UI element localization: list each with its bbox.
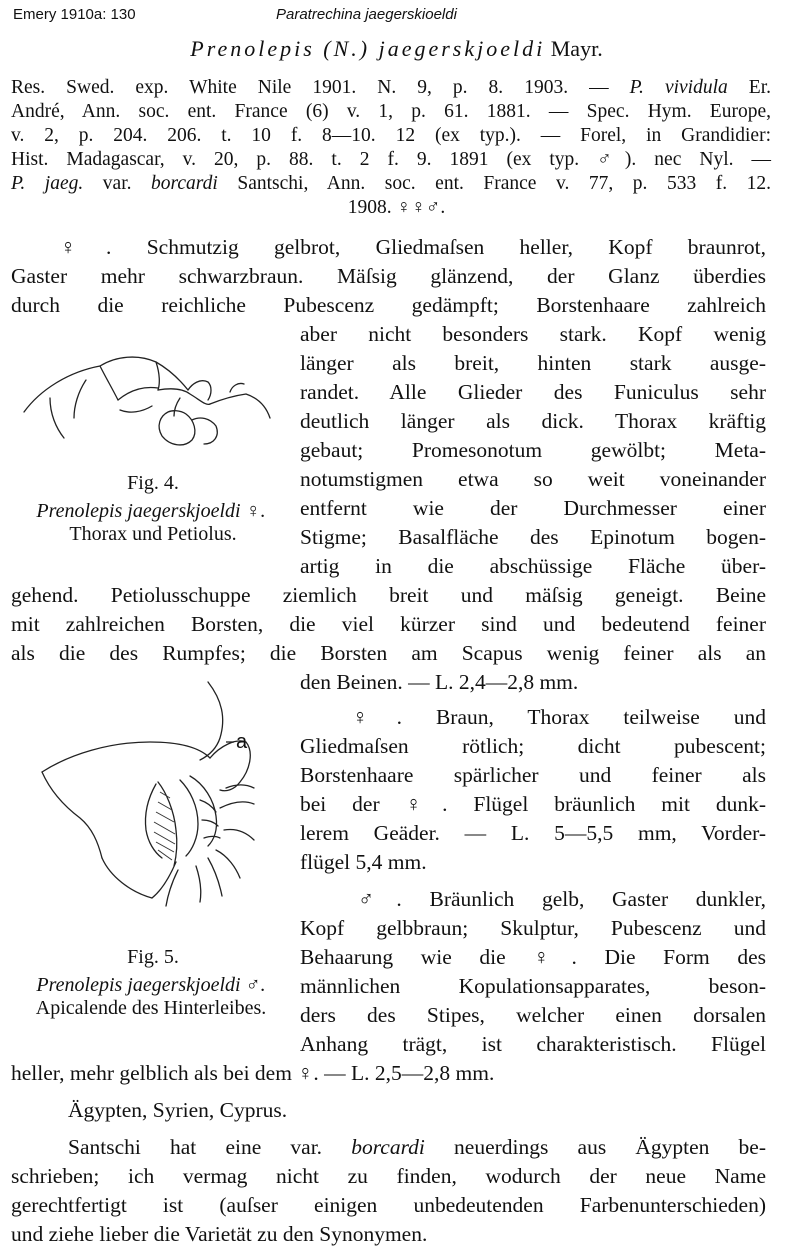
worker-line-6: randet. Alle Glieder des Funiculus sehr: [300, 380, 766, 404]
thorax-petiolus-figure: [20, 328, 280, 460]
reference-line-2: André, Ann. soc. ent. France (6) v. 1, p. 61. 1881. — Spec. Hym. Europe,: [11, 101, 771, 122]
worker-line-16: den Beinen. — L. 2,4—2,8 mm.: [300, 670, 579, 694]
male-line-3: Behaarung wie die ♀. Die Form des: [300, 945, 766, 969]
worker-line-5: länger als breit, hinten stark ausge-: [300, 351, 766, 375]
queen-line-4: bei der ♀. Flügel bräunlich mit dunk-: [300, 792, 766, 816]
ref-species: P. vividula: [629, 77, 728, 98]
distribution: Ägypten, Syrien, Cyprus.: [68, 1098, 288, 1122]
header-species: Paratrechina jaegerskioeldi: [276, 6, 457, 23]
male-line-1: ♂. Bräunlich gelb, Gaster dunkler,: [358, 887, 766, 911]
ref-variety: borcardi: [151, 173, 218, 194]
header-citation: Emery 1910a: 130: [13, 6, 136, 23]
worker-line-14: mit zahlreichen Borsten, die viel kürzer sind und bedeutend feiner: [11, 612, 766, 636]
species-title: [0, 36, 793, 62]
worker-line-2: Gaster mehr schwarzbraun. Mäſsig glänzend, der Glanz überdies: [11, 264, 766, 288]
reference-line-1: [11, 76, 771, 100]
discussion-line-3: gerechtfertigt ist (auſser einigen unbedeutenden Farbenunterschieden): [11, 1193, 766, 1217]
ref-text: Santschi, Ann. soc. ent. France v. 77, p. 533 f. 12.: [217, 173, 771, 194]
discussion-variety: borcardi: [351, 1135, 425, 1159]
species-author: Mayr.: [550, 36, 603, 61]
worker-line-8: gebaut; Promesonotum gewölbt; Meta-: [300, 438, 766, 462]
discussion-text: Santschi hat eine var.: [68, 1135, 352, 1159]
ref-text: Er.: [727, 77, 771, 98]
fig4-species-text: Prenolepis jaegerskjoeldi ♀.: [36, 500, 266, 522]
worker-line-9: notumstigmen etwa so weit voneinander: [300, 467, 766, 491]
male-line-2: Kopf gelbbraun; Skulptur, Pubescenz und: [300, 916, 766, 940]
reference-line-3: v. 2, p. 204. 206. t. 10 f. 8—10. 12 (ex typ.). — Forel, in Grandidier:: [11, 125, 771, 146]
worker-line-15: als die des Rumpfes; die Borsten am Scapus wenig feiner als an: [11, 641, 766, 665]
male-line-5: ders des Stipes, welcher einen dorsalen: [300, 1003, 766, 1027]
ref-species: P. jaeg.: [11, 173, 84, 194]
queen-line-3: Borstenhaare spärlicher und feiner als: [300, 763, 766, 787]
male-line-6: Anhang trägt, ist charakteristisch. Flügel: [300, 1032, 766, 1056]
fig5-description: Apicalende des Hinterleibes.: [35, 997, 267, 1019]
fig5-label: Fig. 5.: [127, 946, 179, 968]
worker-line-10: entfernt wie der Durchmesser einer: [300, 496, 766, 520]
apical-abdomen-figure: [40, 680, 285, 912]
fig4-label: Fig. 4.: [127, 472, 179, 494]
queen-line-5: lerem Geäder. — L. 5—5,5 mm, Vorder-: [300, 821, 766, 845]
worker-line-11: Stigme; Basalfläche des Epinotum bogen-: [300, 525, 766, 549]
queen-line-6: flügel 5,4 mm.: [300, 850, 427, 874]
worker-line-12: artig in die abschüssige Fläche über-: [300, 554, 766, 578]
ref-text: Res. Swed. exp. White Nile 1901. N. 9, p. 8. 1903. —: [11, 77, 630, 98]
reference-line-4: Hist. Madagascar, v. 20, p. 88. t. 2 f. 9. 1891 (ex typ. ♂). nec Nyl. —: [11, 149, 771, 170]
discussion-line-4: und ziehe lieber die Varietät zu den Synonymen.: [11, 1222, 428, 1246]
fig5-species: [6, 974, 296, 996]
fig4-description: Thorax und Petiolus.: [69, 523, 237, 545]
discussion-line-2: schrieben; ich vermag nicht zu finden, wodurch der neue Name: [11, 1164, 766, 1188]
reference-line-6: 1908. ♀♀♂.: [347, 197, 446, 218]
species-name: Prenolepis (N.) jaegerskjoeldi: [190, 36, 546, 61]
fig4-species: [6, 500, 296, 522]
queen-line-2: Gliedmaſsen rötlich; dicht pubescent;: [300, 734, 766, 758]
ref-text: var.: [83, 173, 152, 194]
worker-line-4: aber nicht besonders stark. Kopf wenig: [300, 322, 766, 346]
discussion-line-1: [68, 1133, 766, 1162]
worker-line-7: deutlich länger als dick. Thorax kräftig: [300, 409, 766, 433]
worker-line-13: gehend. Petiolusschuppe ziemlich breit und mäſsig geneigt. Beine: [11, 583, 766, 607]
discussion-text: neuerdings aus Ägypten be-: [424, 1135, 766, 1159]
reference-line-5: [11, 172, 771, 196]
queen-line-1: ♀. Braun, Thorax teilweise und: [352, 705, 766, 729]
worker-line-3: durch die reichliche Pubescenz gedämpft; Borstenhaare zahlreich: [11, 293, 766, 317]
worker-line-1: ♀. Schmutzig gelbrot, Gliedmaſsen heller, Kopf braunrot,: [60, 235, 766, 259]
fig5-species-text: Prenolepis jaegerskjoeldi ♂.: [36, 974, 266, 996]
male-line-7: heller, mehr gelblich als bei dem ♀. — L. 2,5—2,8 mm.: [11, 1061, 495, 1085]
male-line-4: männlichen Kopulationsapparates, beson-: [300, 974, 766, 998]
fig5-marker: a: [236, 731, 248, 753]
